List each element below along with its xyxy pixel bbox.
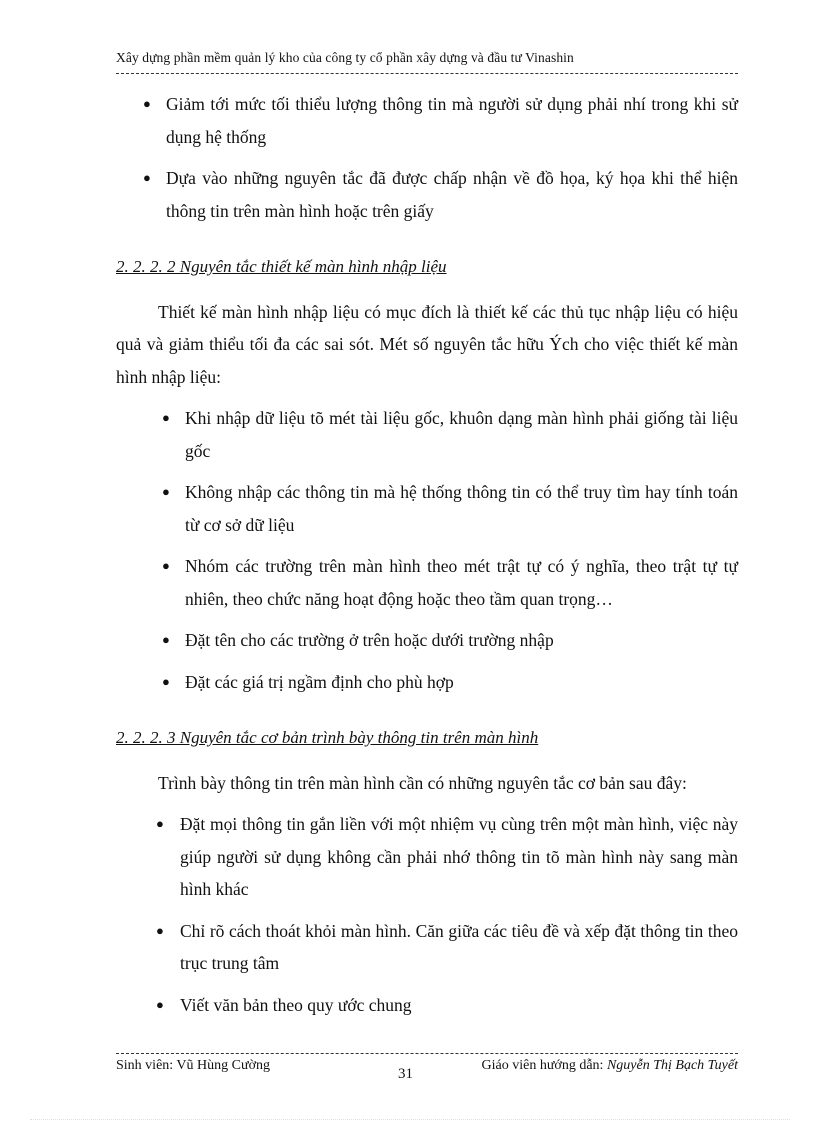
page-header [116,50,738,66]
footer-advisor [482,1058,738,1074]
list-item: ● Giảm tới mức tối thiểu lượng thông tin mà người sử dụng phải nhí trong khi sử dụng hệ thống [116,88,738,153]
bullet-icon: ● [156,996,164,1012]
list-item: ● Viết văn bản theo quy ước chung [116,989,738,1022]
footer-divider [116,1053,738,1054]
page-edge-divider [30,1119,790,1120]
footer-student: Sinh viên: Vũ Hùng Cường [116,1058,270,1073]
list-item: ● Khi nhập dữ liệu tõ mét tài liệu gốc, khuôn dạng màn hình phải giống tài liệu gốc [116,402,738,467]
bullet-icon: ● [162,632,170,647]
page-body [116,88,738,1030]
bullet-icon: ● [162,410,170,425]
bullet-icon: ● [162,484,170,499]
screen-display-bullet-list [116,808,738,1021]
footer-advisor-label: Giáo viên hướng dẫn: [481,1058,607,1073]
intro-bullet-list [116,88,738,227]
bullet-icon: ● [162,558,170,573]
section-paragraph: Thiết kế màn hình nhập liệu có mục đích là thiết kế các thủ tục nhập liệu có hiệu quả và giảm thiểu tối đa các sai sót. Mét số nguyên tắc hữu Ých cho việc thiết kế màn hình nhập liệu: [116,301,738,387]
list-item: ● Dựa vào những nguyên tắc đã được chấp nhận về đồ họa, ký họa khi thể hiện thông tin trên màn hình hoặc trên giấy [116,162,738,227]
header-title: Xây dựng phần mềm quản lý kho của công ty cổ phần xây dựng và đầu tư Vinashin [116,50,574,65]
page-number: 31 [398,1066,413,1082]
list-item: ● Đặt các giá trị ngầm định cho phù hợp [116,666,738,699]
section-paragraph: Trình bày thông tin trên màn hình cần có những nguyên tắc cơ bản sau đây: [158,772,687,793]
list-item: ● Chỉ rõ cách thoát khỏi màn hình. Căn giữa các tiêu đề và xếp đặt thông tin theo trục trung tâm [116,915,738,980]
list-item: ● Không nhập các thông tin mà hệ thống thông tin có thể truy tìm hay tính toán từ cơ sở dữ liệu [116,476,738,541]
section-heading-input-screen: 2. 2. 2. 2 Nguyên tắc thiết kế màn hình nhập liệu [116,257,447,276]
section-heading-screen-display: 2. 2. 2. 3 Nguyên tắc cơ bản trình bày thông tin trên màn hình [116,728,539,747]
bullet-icon: ● [156,922,164,938]
bullet-icon: ● [143,170,151,185]
input-screen-bullet-list [116,402,738,698]
bullet-icon: ● [143,96,151,111]
list-item: ● Nhóm các trường trên màn hình theo mét trật tự có ý nghĩa, theo trật tự tự nhiên, theo chức năng hoạt động hoặc theo tầm quan trọng… [116,550,738,615]
footer-advisor-name: Nguyễn Thị Bạch Tuyết [606,1058,738,1073]
header-divider [116,73,738,74]
list-item: ● Đặt tên cho các trường ở trên hoặc dưới trường nhập [116,624,738,657]
bullet-icon: ● [162,673,170,689]
page-footer [116,1058,738,1082]
bullet-icon: ● [156,816,164,831]
list-item: ● Đặt mọi thông tin gắn liền với một nhiệm vụ cùng trên một màn hình, việc này giúp người sử dụng không cần phải nhớ thông tin tõ màn hình này sang màn hình khác [116,808,738,906]
